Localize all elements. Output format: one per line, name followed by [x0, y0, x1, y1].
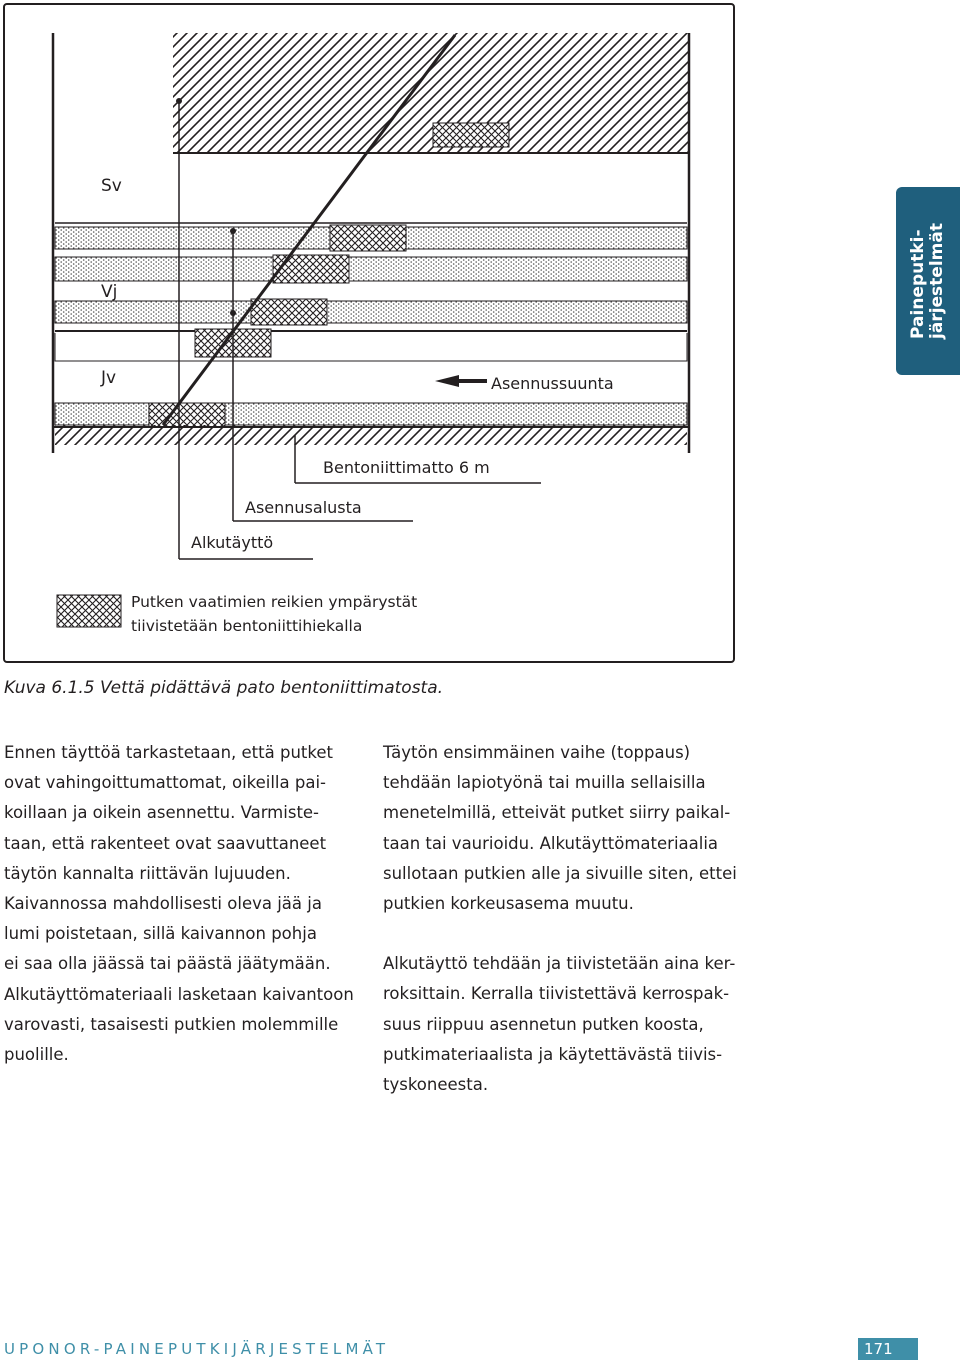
legend-line-2: tiivistetään bentoniittihiekalla: [131, 617, 363, 635]
paragraph: Täytön ensimmäinen vaihe (toppaus) tehdään lapiotyönä tai muilla sellaisilla menetelmillä, etteivät putket siirry paikal- taan tai vaurioidu. Alkutäyttömateriaalia sullotaan putkien alle ja sivuille siten, ettei putkien korkeusasema muutu.: [383, 743, 737, 914]
figure-box: [3, 3, 735, 663]
section-side-tab: [896, 187, 960, 375]
mat-layer-jv-upper: [55, 301, 687, 323]
label-mat: Bentoniittimatto 6 m: [323, 458, 490, 477]
label-backfill: Alkutäyttö: [191, 533, 274, 552]
label-vj: Vj: [101, 282, 118, 302]
bentonite-patch-vj-1: [330, 225, 406, 251]
bentonite-patch-top: [433, 123, 509, 147]
paragraph: Alkutäyttö tehdään ja tiivistetään aina ker- roksittain. Kerralla tiivistettävä kerrospak- suus riippuu asennetun putken koosta, putkimateriaalista ja käytettävästä tiivis- tyskoneesta.: [383, 954, 736, 1095]
footer-brand: UPONOR-PAINEPUTKIJÄRJESTELMÄT: [4, 1340, 390, 1358]
label-bedding: Asennusalusta: [245, 498, 362, 517]
bentonite-patch-vj-2: [273, 255, 349, 283]
page-number: 171: [858, 1338, 918, 1360]
side-tab-line-1: Paineputki-: [908, 229, 928, 339]
label-sv: Sv: [101, 176, 122, 196]
bentonite-patch-jv-1: [251, 299, 327, 325]
paragraph: Ennen täyttöä tarkastetaan, että putket ovat vahingoittumattomat, oikeilla pai- koillaan ja oikein asennettu. Varmiste- taan, että rakenteet ovat saavuttaneet täytön kannalta riittävän lujuuden. Kaivannossa mahdollisesti oleva jää ja lumi poistetaan, sillä kaivannon pohja ei saa olla jäässä tai päästä jäätymään. Alkutäyttömateriaali lasketaan kaivantoon varovasti, tasaisesti putkien molemmille puolille.: [4, 743, 354, 1065]
label-jv: Jv: [101, 368, 117, 388]
label-direction: Asennussuunta: [491, 374, 614, 393]
bentonite-patch-bottom: [149, 403, 225, 427]
dam-diagram: [5, 5, 733, 661]
legend-swatch: [57, 595, 121, 627]
body-column-left: [4, 738, 359, 1100]
body-column-right: [383, 738, 738, 1130]
side-tab-line-2: järjestelmät: [927, 223, 947, 339]
direction-arrow-icon: [435, 375, 459, 387]
legend-line-1: Putken vaatimien reikien ympärystät: [131, 593, 418, 611]
mat-layer-vj-lower: [55, 257, 687, 281]
topsoil-hatched: [173, 33, 689, 153]
figure-caption: Kuva 6.1.5 Vettä pidättävä pato bentoniittimatosta.: [4, 678, 444, 698]
